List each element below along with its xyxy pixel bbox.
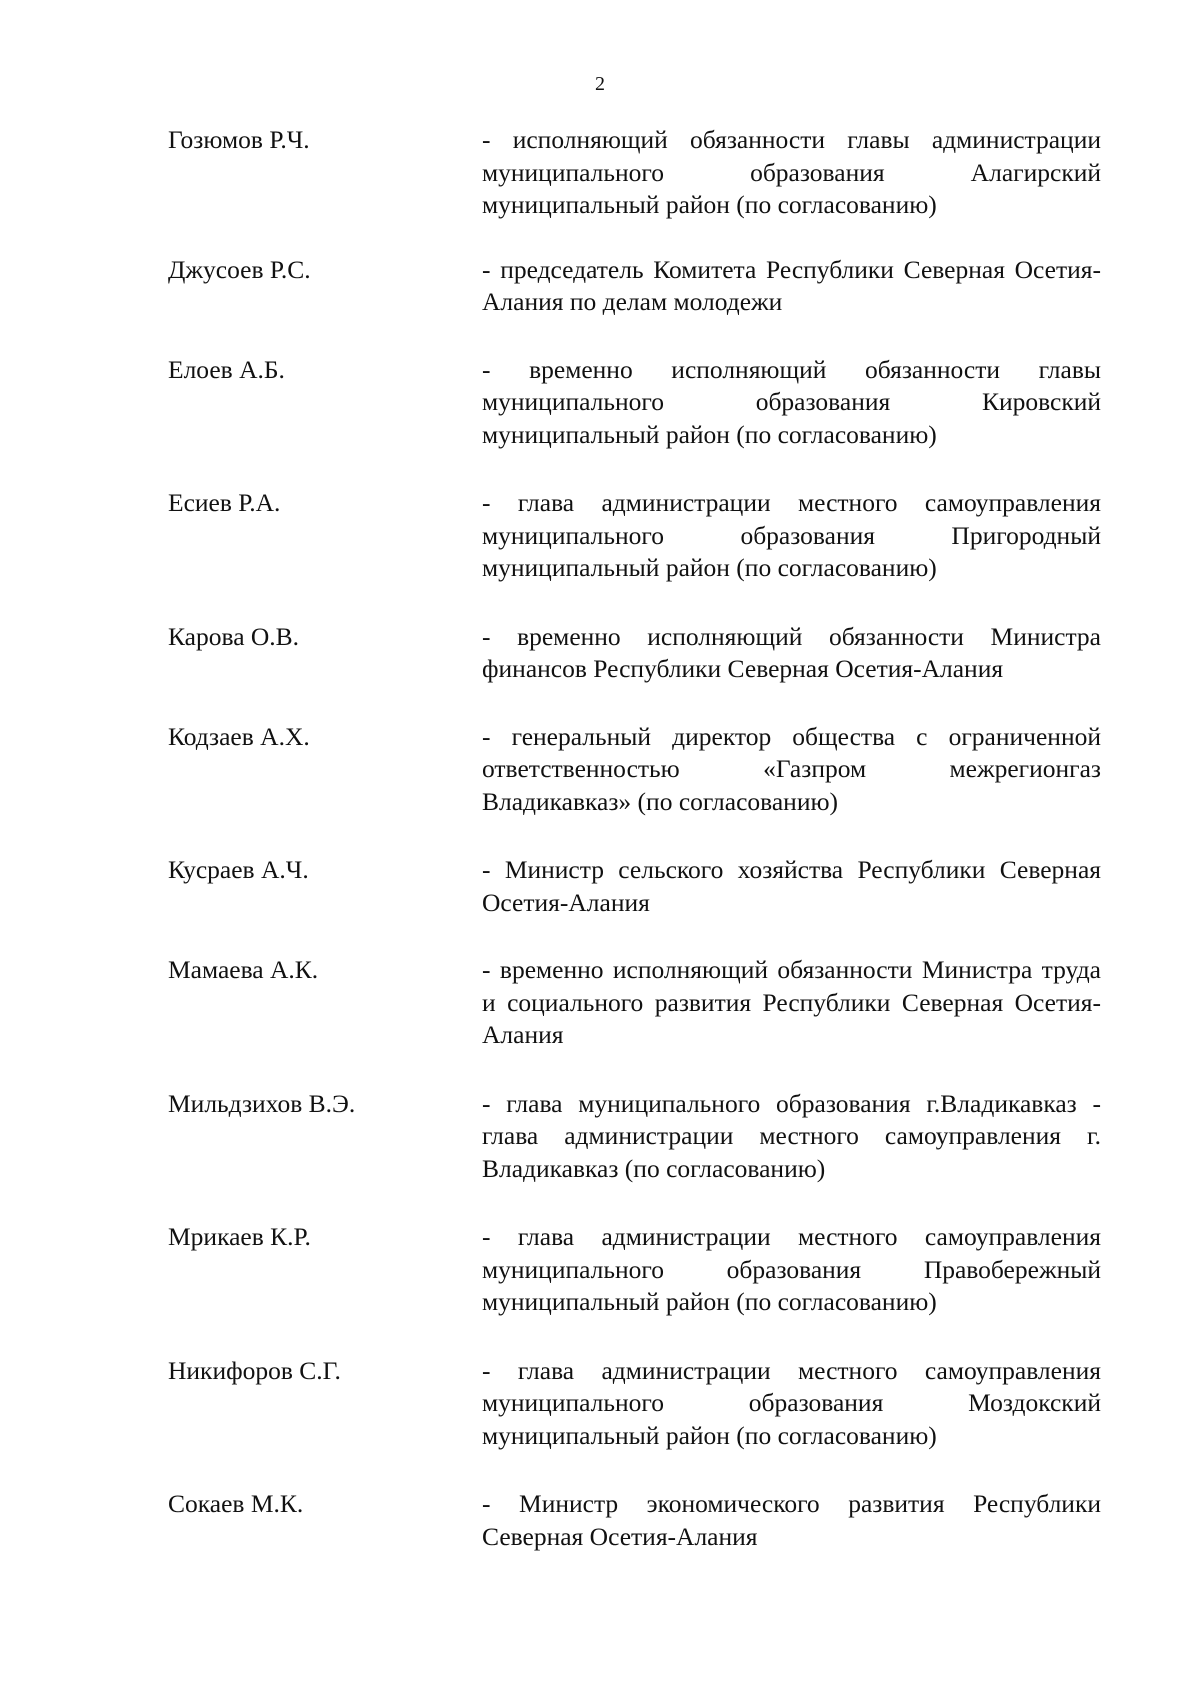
member-role: - глава администрации местного самоуправления муниципального образования Моздокский муниципальный район (по согласованию) <box>482 1355 1101 1450</box>
member-list <box>168 124 1101 1553</box>
member-entry <box>168 1088 1101 1222</box>
member-name: Сокаев М.К. <box>168 1489 304 1518</box>
member-role: - временно исполняющий обязанности главы муниципального образования Кировский муниципальный район (по согласованию) <box>482 354 1101 449</box>
member-entry <box>168 124 1101 254</box>
member-role: - глава администрации местного самоуправления муниципального образования Правобережный муниципальный район (по согласованию) <box>482 1222 1101 1316</box>
member-name: Мамаева А.К. <box>168 955 319 984</box>
page-number: 2 <box>595 73 605 95</box>
member-role: - Министр экономического развития Республики Северная Осетия-Алания <box>482 1489 1101 1551</box>
member-role: - глава администрации местного самоуправления муниципального образования Пригородный муниципальный район (по согласованию) <box>482 488 1101 582</box>
member-entry <box>168 954 1101 1088</box>
member-name: Гозюмов Р.Ч. <box>168 125 310 154</box>
member-role: - глава муниципального образования г.Владикавказ - глава администрации местного самоуправления г. Владикавказ (по согласованию) <box>482 1088 1101 1183</box>
member-name: Мрикаев К.Р. <box>168 1222 311 1251</box>
member-name: Никифоров С.Г. <box>168 1355 341 1385</box>
member-role: - генеральный директор общества с ограниченной ответственностью «Газпром межрегионгаз Владикавказ» (по согласованию) <box>482 721 1101 816</box>
member-entry <box>168 854 1101 954</box>
member-entry <box>168 354 1101 488</box>
member-name: Джусоев Р.С. <box>168 254 311 284</box>
member-name: Карова О.В. <box>168 621 300 651</box>
member-role: - временно исполняющий обязанности Министра труда и социального развития Республики Северная Осетия-Алания <box>482 955 1101 1049</box>
member-entry <box>168 621 1101 721</box>
member-role: - Министр сельского хозяйства Республики Северная Осетия-Алания <box>482 855 1101 917</box>
member-entry <box>168 1488 1101 1553</box>
member-entry <box>168 721 1101 855</box>
member-role: - временно исполняющий обязанности Министра финансов Республики Северная Осетия-Алания <box>482 621 1101 683</box>
member-name: Кусраев А.Ч. <box>168 855 309 884</box>
member-role: - председатель Комитета Республики Северная Осетия-Алания по делам молодежи <box>482 254 1101 316</box>
member-name: Мильдзихов В.Э. <box>168 1088 356 1118</box>
member-entry <box>168 254 1101 354</box>
member-role: - исполняющий обязанности главы администрации муниципального образования Алагирский муниципальный район (по согласованию) <box>482 125 1101 219</box>
member-name: Кодзаев А.Х. <box>168 721 310 751</box>
member-entry <box>168 487 1101 621</box>
member-entry <box>168 1221 1101 1355</box>
member-name: Елоев А.Б. <box>168 354 285 384</box>
member-entry <box>168 1355 1101 1489</box>
member-name: Есиев Р.А. <box>168 488 281 517</box>
